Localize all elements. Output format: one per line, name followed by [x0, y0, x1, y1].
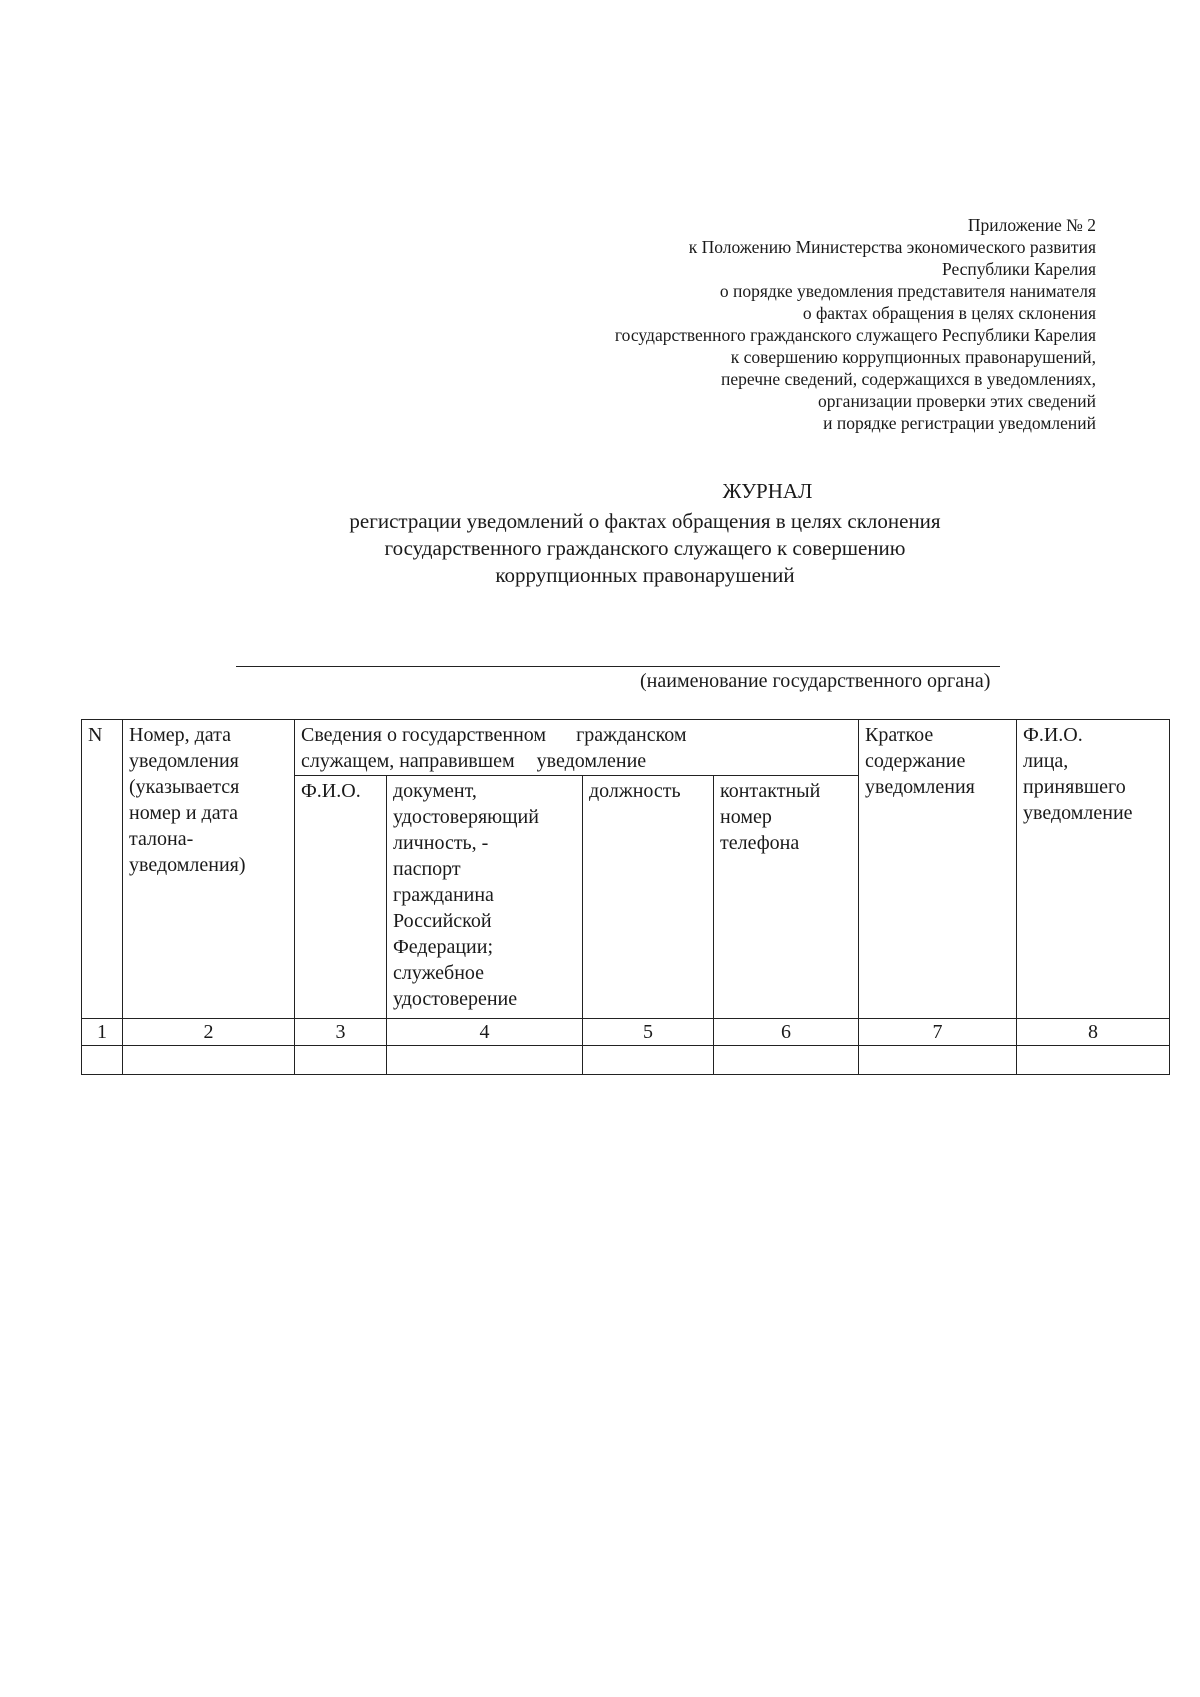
header-text: гражданском [576, 724, 687, 746]
appendix-line: организации проверки этих сведений [818, 391, 1096, 411]
header-text: Федерации; [393, 936, 494, 958]
header-text: содержание [865, 750, 966, 772]
header-fio: Ф.И.О. [295, 776, 387, 1019]
header-text: номер [720, 806, 772, 828]
header-text: документ, [393, 780, 477, 802]
empty-cell [1017, 1046, 1170, 1075]
journal-subtitle [290, 508, 1000, 589]
header-text: паспорт [393, 858, 461, 880]
journal-subtitle-line: коррупционных правонарушений [495, 563, 795, 587]
header-phone [714, 776, 859, 1019]
header-text: телефона [720, 832, 800, 854]
header-document [387, 776, 583, 1019]
header-row-1 [82, 720, 1170, 776]
header-text: удостоверение [393, 988, 518, 1010]
header-text: принявшего [1023, 776, 1126, 798]
header-text: номер и дата [129, 802, 238, 824]
empty-cell [583, 1046, 714, 1075]
header-text: уведомление [1023, 802, 1133, 824]
column-number-row [82, 1019, 1170, 1046]
empty-cell [295, 1046, 387, 1075]
header-text: удостоверяющий [393, 806, 539, 828]
journal-subtitle-line: регистрации уведомлений о фактах обращения в целях склонения [349, 509, 941, 533]
empty-cell [123, 1046, 295, 1075]
appendix-line: о порядке уведомления представителя нанимателя [719, 281, 1096, 301]
org-name-caption: (наименование государственного органа) [640, 670, 991, 692]
header-text: гражданина [393, 884, 494, 906]
header-servant-info [295, 720, 859, 776]
journal-title: ЖУРНАЛ [722, 479, 813, 503]
appendix-line: государственного гражданского служащего Республики Карелия [614, 325, 1096, 345]
header-text: Номер, дата [129, 724, 231, 746]
header-number-date [123, 720, 295, 1019]
column-number: 5 [583, 1019, 714, 1046]
header-text: уведомления [865, 776, 975, 798]
column-number: 1 [82, 1019, 123, 1046]
empty-cell [714, 1046, 859, 1075]
appendix-line: о фактах обращения в целях склонения [802, 303, 1096, 323]
header-text: служащем, направившем [301, 750, 515, 772]
header-text: контактный [720, 780, 821, 802]
appendix-line: к Положению Министерства экономического развития [688, 237, 1096, 257]
empty-cell [387, 1046, 583, 1075]
column-number: 2 [123, 1019, 295, 1046]
column-number: 4 [387, 1019, 583, 1046]
journal-subtitle-line: государственного гражданского служащего к совершению [384, 536, 906, 560]
header-text: талона- [129, 828, 194, 850]
appendix-line: и порядке регистрации уведомлений [823, 413, 1096, 433]
header-text: уведомление [536, 750, 647, 772]
header-text: личность, - [393, 832, 489, 854]
appendix-line: Республики Карелия [941, 259, 1096, 279]
appendix-block [496, 214, 1096, 434]
column-number: 7 [859, 1019, 1017, 1046]
header-text: Ф.И.О. [1023, 724, 1083, 746]
header-text: (указывается [129, 776, 240, 798]
header-text: уведомления [129, 750, 239, 772]
empty-entry-row [82, 1046, 1170, 1075]
org-name-line [236, 666, 1000, 667]
appendix-line: перечне сведений, содержащихся в уведомлениях, [721, 369, 1096, 389]
header-position: должность [583, 776, 714, 1019]
header-text: Краткое [865, 724, 934, 746]
appendix-line: к совершению коррупционных правонарушений, [730, 347, 1096, 367]
empty-cell [82, 1046, 123, 1075]
header-n: N [82, 720, 123, 1019]
header-text: служебное [393, 962, 485, 984]
column-number: 6 [714, 1019, 859, 1046]
header-text: уведомления) [129, 854, 246, 876]
empty-cell [859, 1046, 1017, 1075]
header-receiver [1017, 720, 1170, 1019]
header-text: Российской [393, 910, 492, 932]
appendix-line: Приложение № 2 [967, 215, 1096, 235]
header-summary [859, 720, 1017, 1019]
column-number: 3 [295, 1019, 387, 1046]
journal-table [81, 719, 1170, 1075]
column-number: 8 [1017, 1019, 1170, 1046]
header-text: Сведения о государственном [301, 724, 547, 746]
header-text: лица, [1023, 750, 1069, 772]
